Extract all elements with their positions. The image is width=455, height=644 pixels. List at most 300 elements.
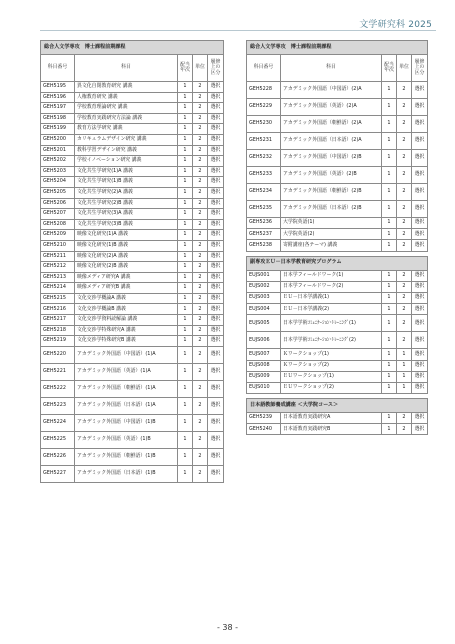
course-name: 映像メディア研究A 講義 — [75, 272, 178, 283]
table-row — [41, 198, 224, 209]
course-name: 文化共生学研究(1)A 講義 — [75, 166, 178, 177]
course-category: 選択 — [207, 293, 223, 304]
course-code: GEH5212 — [41, 262, 75, 273]
course-category: 選択 — [207, 315, 223, 326]
course-credits: 2 — [192, 448, 207, 465]
course-credits: 2 — [396, 167, 411, 184]
table-row — [247, 167, 428, 184]
course-code: GEH5235 — [247, 201, 281, 218]
course-category: 選択 — [411, 360, 427, 371]
table-row — [247, 315, 428, 332]
course-year: 1 — [177, 198, 192, 209]
table-row — [41, 124, 224, 135]
course-code: GEH5238 — [247, 240, 281, 251]
course-name: アカデミック外国語（英語）(1)A — [75, 363, 178, 380]
course-category: 選択 — [411, 82, 427, 99]
course-category: 選択 — [411, 371, 427, 382]
course-year: 1 — [177, 272, 192, 283]
course-code: GEH5221 — [41, 363, 75, 380]
course-credits: 2 — [192, 293, 207, 304]
table-row — [41, 272, 224, 283]
course-year: 1 — [381, 133, 396, 150]
table-row — [247, 218, 428, 229]
course-code: GEH5206 — [41, 198, 75, 209]
course-credits: 2 — [192, 304, 207, 315]
course-credits: 2 — [192, 187, 207, 198]
course-credits: 2 — [396, 315, 411, 332]
course-name: アカデミック外国語（英語）(2)A — [281, 99, 382, 116]
table-row — [41, 380, 224, 397]
course-year: 1 — [177, 465, 192, 482]
col-header-subject: 科目 — [281, 55, 382, 82]
course-credits: 2 — [396, 82, 411, 99]
course-credits: 1 — [396, 349, 411, 360]
table-row — [41, 92, 224, 103]
course-year: 1 — [381, 281, 396, 292]
course-year: 1 — [177, 209, 192, 220]
table-row — [247, 371, 428, 382]
course-name: アカデミック外国語（日本語）(2)B — [281, 201, 382, 218]
course-category: 選択 — [411, 116, 427, 133]
course-category: 選択 — [411, 304, 427, 315]
table-row — [41, 304, 224, 315]
course-code: GEH5202 — [41, 156, 75, 167]
course-category: 選択 — [411, 382, 427, 393]
course-year: 1 — [177, 134, 192, 145]
course-year: 1 — [381, 413, 396, 424]
course-credits: 2 — [192, 346, 207, 363]
course-name: 文化交渉学概論B 講義 — [75, 304, 178, 315]
course-category: 選択 — [411, 99, 427, 116]
course-credits: 2 — [192, 251, 207, 262]
col-header-code: 科目番号 — [247, 55, 281, 82]
course-credits: 2 — [192, 134, 207, 145]
course-category: 選択 — [207, 198, 223, 209]
course-code: GEH5223 — [41, 397, 75, 414]
course-code: GEH5230 — [247, 116, 281, 133]
table-row — [247, 240, 428, 251]
course-category: 選択 — [207, 230, 223, 241]
course-year: 1 — [381, 349, 396, 360]
table-row — [41, 145, 224, 156]
table-row — [41, 209, 224, 220]
course-category: 選択 — [207, 465, 223, 482]
course-category: 選択 — [411, 184, 427, 201]
course-credits: 2 — [192, 465, 207, 482]
course-credits: 2 — [192, 272, 207, 283]
course-year: 1 — [177, 251, 192, 262]
table-row — [247, 116, 428, 133]
course-name: アカデミック外国語（日本語）(1)B — [75, 465, 178, 482]
course-year: 1 — [177, 145, 192, 156]
course-category: 選択 — [207, 124, 223, 135]
course-category: 選択 — [411, 281, 427, 292]
course-year: 1 — [381, 201, 396, 218]
course-category: 選択 — [207, 82, 223, 93]
course-code: GEH5233 — [247, 167, 281, 184]
table-row — [247, 413, 428, 424]
col-header-credits: 単位 — [192, 55, 207, 82]
section-title: 副専攻ＥＵ－日本学教育研究プログラム — [247, 256, 428, 270]
header-divider — [40, 30, 436, 31]
course-name: 日本学フィールドワーク(2) — [281, 281, 382, 292]
course-name: 文化交渉学概論A 講義 — [75, 293, 178, 304]
course-category: 選択 — [411, 424, 427, 435]
course-category: 選択 — [411, 315, 427, 332]
table-row — [247, 424, 428, 435]
course-year: 1 — [177, 380, 192, 397]
course-credits: 2 — [192, 240, 207, 251]
course-year: 1 — [381, 184, 396, 201]
table-row — [247, 349, 428, 360]
course-category: 選択 — [207, 414, 223, 431]
course-year: 1 — [177, 230, 192, 241]
table-row — [247, 133, 428, 150]
course-year: 1 — [177, 124, 192, 135]
table-row — [41, 156, 224, 167]
course-code: GEH5225 — [41, 431, 75, 448]
course-credits: 2 — [192, 166, 207, 177]
course-year: 1 — [177, 219, 192, 230]
course-code: GEH5204 — [41, 177, 75, 188]
course-credits: 2 — [192, 209, 207, 220]
course-name: 人権教育研究 講義 — [75, 92, 178, 103]
course-year: 1 — [381, 371, 396, 382]
table-row — [41, 431, 224, 448]
course-credits: 2 — [396, 281, 411, 292]
course-name: 文化交渉学特殊研究B 講義 — [75, 336, 178, 347]
course-code: EUJS005 — [247, 315, 281, 332]
course-credits: 2 — [192, 431, 207, 448]
table-row — [247, 332, 428, 349]
course-category: 選択 — [207, 103, 223, 114]
course-category: 選択 — [207, 187, 223, 198]
table-row — [41, 448, 224, 465]
course-name: ＥＵワークショップ(1) — [281, 371, 382, 382]
course-credits: 2 — [396, 304, 411, 315]
course-year: 1 — [381, 82, 396, 99]
course-name: ＥＵ－日本学講義(1) — [281, 292, 382, 303]
table-row — [41, 219, 224, 230]
course-credits: 2 — [192, 177, 207, 188]
course-year: 1 — [381, 270, 396, 281]
course-code: GEH5234 — [247, 184, 281, 201]
course-credits: 2 — [192, 103, 207, 114]
right-course-table — [246, 40, 428, 435]
course-year: 1 — [381, 240, 396, 251]
course-year: 1 — [177, 92, 192, 103]
course-year: 1 — [381, 218, 396, 229]
course-name: ＥＵワークショップ(2) — [281, 382, 382, 393]
table-row — [41, 315, 224, 326]
course-code: GEH5209 — [41, 230, 75, 241]
table-row — [41, 113, 224, 124]
course-credits: 2 — [192, 336, 207, 347]
section-row — [247, 399, 428, 413]
course-credits: 2 — [192, 156, 207, 167]
course-code: GEH5231 — [247, 133, 281, 150]
course-category: 選択 — [411, 150, 427, 167]
course-credits: 2 — [192, 198, 207, 209]
course-code: GEH5198 — [41, 113, 75, 124]
course-category: 選択 — [207, 272, 223, 283]
course-category: 選択 — [207, 145, 223, 156]
course-credits: 2 — [192, 380, 207, 397]
course-year: 1 — [177, 262, 192, 273]
course-year: 1 — [177, 325, 192, 336]
course-code: GEH5227 — [41, 465, 75, 482]
course-code: GEH5224 — [41, 414, 75, 431]
course-code: GEH5240 — [247, 424, 281, 435]
course-name: アカデミック外国語（英語）(2)B — [281, 167, 382, 184]
course-code: EUJS006 — [247, 332, 281, 349]
course-name: アカデミック外国語（中国語）(2)A — [281, 82, 382, 99]
course-category: 選択 — [411, 240, 427, 251]
course-category: 選択 — [207, 251, 223, 262]
table-row — [41, 187, 224, 198]
course-credits: 2 — [396, 229, 411, 240]
table-row — [247, 99, 428, 116]
course-code: GEH5211 — [41, 251, 75, 262]
course-category: 選択 — [411, 167, 427, 184]
table-row — [41, 103, 224, 114]
course-name: アカデミック外国語（朝鮮語）(2)A — [281, 116, 382, 133]
course-name: 日本学学術ｺﾐｭﾆｹｰｼｮﾝ･ﾄﾚｰﾆﾝｸﾞ(2) — [281, 332, 382, 349]
course-category: 選択 — [207, 431, 223, 448]
table-row — [247, 304, 428, 315]
course-code: EUJS007 — [247, 349, 281, 360]
course-credits: 2 — [396, 150, 411, 167]
table-row — [41, 230, 224, 241]
course-category: 選択 — [207, 283, 223, 294]
header-title: 文学研究科 2025 — [359, 20, 432, 30]
course-year: 1 — [381, 315, 396, 332]
course-year: 1 — [177, 363, 192, 380]
course-category: 選択 — [207, 397, 223, 414]
course-year: 1 — [381, 292, 396, 303]
course-credits: 2 — [192, 397, 207, 414]
course-credits: 2 — [396, 332, 411, 349]
course-name: 映像文化研究(2)B 講義 — [75, 262, 178, 273]
table-row — [41, 397, 224, 414]
course-code: GEH5200 — [41, 134, 75, 145]
course-year: 1 — [177, 448, 192, 465]
course-credits: 2 — [192, 145, 207, 156]
course-code: EUJS004 — [247, 304, 281, 315]
course-credits: 2 — [396, 218, 411, 229]
course-category: 選択 — [207, 134, 223, 145]
course-name: カリキュラムデザイン研究 講義 — [75, 134, 178, 145]
course-name: 教育方法学研究 講義 — [75, 124, 178, 135]
course-category: 選択 — [411, 133, 427, 150]
course-code: GEH5226 — [41, 448, 75, 465]
course-name: 文化交渉学特殊研究A 講義 — [75, 325, 178, 336]
course-category: 選択 — [411, 270, 427, 281]
course-code: GEH5205 — [41, 187, 75, 198]
course-year: 1 — [381, 360, 396, 371]
table-row — [41, 346, 224, 363]
course-code: EUJS009 — [247, 371, 281, 382]
table-row — [41, 177, 224, 188]
col-header-year: 配当年次 — [381, 55, 396, 82]
table-row — [41, 465, 224, 482]
course-category: 選択 — [207, 113, 223, 124]
course-year: 1 — [381, 332, 396, 349]
course-category: 選択 — [411, 229, 427, 240]
course-credits: 2 — [396, 270, 411, 281]
course-code: GEH5228 — [247, 82, 281, 99]
course-code: GEH5210 — [41, 240, 75, 251]
course-credits: 2 — [396, 413, 411, 424]
course-year: 1 — [177, 414, 192, 431]
section-title: 日本語教師養成講座 ＜大学院コース＞ — [247, 399, 428, 413]
course-category: 選択 — [411, 349, 427, 360]
course-category: 選択 — [411, 332, 427, 349]
course-credits: 2 — [396, 292, 411, 303]
course-code: GEH5222 — [41, 380, 75, 397]
course-code: GEH5213 — [41, 272, 75, 283]
course-credits: 2 — [192, 124, 207, 135]
course-code: GEH5214 — [41, 283, 75, 294]
course-category: 選択 — [207, 156, 223, 167]
course-credits: 2 — [192, 325, 207, 336]
course-category: 選択 — [207, 219, 223, 230]
table-row — [41, 283, 224, 294]
course-year: 1 — [177, 103, 192, 114]
course-code: EUJS003 — [247, 292, 281, 303]
table-row — [41, 414, 224, 431]
table-row — [247, 229, 428, 240]
table-row — [41, 325, 224, 336]
course-year: 1 — [177, 346, 192, 363]
course-category: 選択 — [411, 201, 427, 218]
course-code: GEH5203 — [41, 166, 75, 177]
table-row — [41, 134, 224, 145]
course-category: 選択 — [207, 92, 223, 103]
course-year: 1 — [177, 336, 192, 347]
course-year: 1 — [177, 166, 192, 177]
course-year: 1 — [381, 424, 396, 435]
course-code: GEH5236 — [247, 218, 281, 229]
course-code: GEH5229 — [247, 99, 281, 116]
course-category: 選択 — [207, 209, 223, 220]
course-year: 1 — [381, 99, 396, 116]
table-row — [41, 336, 224, 347]
course-year: 1 — [381, 382, 396, 393]
table-row — [41, 251, 224, 262]
course-year: 1 — [381, 229, 396, 240]
course-credits: 2 — [192, 414, 207, 431]
table-row — [41, 166, 224, 177]
course-credits: 2 — [396, 201, 411, 218]
course-code: EUJS001 — [247, 270, 281, 281]
course-year: 1 — [177, 113, 192, 124]
course-code: EUJS008 — [247, 360, 281, 371]
col-header-code: 科目番号 — [41, 55, 75, 82]
course-credits: 2 — [192, 283, 207, 294]
course-credits: 2 — [192, 363, 207, 380]
course-year: 1 — [177, 156, 192, 167]
course-code: GEH5220 — [41, 346, 75, 363]
course-code: GEH5197 — [41, 103, 75, 114]
course-category: 選択 — [207, 240, 223, 251]
course-name: 映像メディア研究B 講義 — [75, 283, 178, 294]
course-name: 文化共生学研究(2)A 講義 — [75, 187, 178, 198]
course-name: Ｋワークショップ(1) — [281, 349, 382, 360]
course-code: EUJS002 — [247, 281, 281, 292]
table-row — [41, 293, 224, 304]
course-name: 文化交渉学資料読解論 講義 — [75, 315, 178, 326]
course-credits: 1 — [396, 371, 411, 382]
course-name: アカデミック外国語（朝鮮語）(1)A — [75, 380, 178, 397]
course-name: 文化共生学研究(3)B 講義 — [75, 219, 178, 230]
col-header-category: 履修上の区分 — [207, 55, 223, 82]
course-credits: 2 — [396, 184, 411, 201]
course-year: 1 — [177, 293, 192, 304]
course-name: 大学院英語(1) — [281, 218, 382, 229]
course-name: アカデミック外国語（中国語）(1)B — [75, 414, 178, 431]
table-row — [247, 270, 428, 281]
course-category: 選択 — [207, 304, 223, 315]
course-code: GEH5201 — [41, 145, 75, 156]
course-name: アカデミック外国語（日本語）(2)A — [281, 133, 382, 150]
col-header-subject: 科目 — [75, 55, 178, 82]
course-credits: 1 — [396, 360, 411, 371]
course-year: 1 — [177, 240, 192, 251]
course-name: 日本学学術ｺﾐｭﾆｹｰｼｮﾝ･ﾄﾚｰﾆﾝｸﾞ(1) — [281, 315, 382, 332]
course-category: 選択 — [411, 292, 427, 303]
course-year: 1 — [381, 116, 396, 133]
page-number: - 38 - — [216, 623, 239, 632]
course-name: アカデミック外国語（中国語）(1)A — [75, 346, 178, 363]
course-year: 1 — [177, 283, 192, 294]
course-credits: 2 — [396, 133, 411, 150]
course-category: 選択 — [207, 262, 223, 273]
course-name: 文化共生学研究(3)A 講義 — [75, 209, 178, 220]
course-code: EUJS010 — [247, 382, 281, 393]
course-category: 選択 — [207, 177, 223, 188]
table-row — [247, 201, 428, 218]
course-name: 日本学フィールドワーク(1) — [281, 270, 382, 281]
course-code: GEH5239 — [247, 413, 281, 424]
course-category: 選択 — [411, 218, 427, 229]
table-row — [41, 363, 224, 380]
course-credits: 2 — [396, 424, 411, 435]
course-credits: 2 — [396, 240, 411, 251]
table-row — [247, 184, 428, 201]
left-course-table — [40, 40, 224, 483]
table-row — [41, 240, 224, 251]
course-code: GEH5215 — [41, 293, 75, 304]
table-row — [41, 262, 224, 273]
course-name: アカデミック外国語（日本語）(1)A — [75, 397, 178, 414]
table-row — [247, 360, 428, 371]
table-row — [247, 281, 428, 292]
course-year: 1 — [177, 431, 192, 448]
course-name: アカデミック外国語（英語）(1)B — [75, 431, 178, 448]
course-credits: 2 — [192, 82, 207, 93]
course-category: 選択 — [411, 413, 427, 424]
course-name: ＥＵ－日本学講義(2) — [281, 304, 382, 315]
table-row — [247, 382, 428, 393]
course-name: アカデミック外国語（朝鮮語）(2)B — [281, 184, 382, 201]
course-code: GEH5237 — [247, 229, 281, 240]
course-year: 1 — [177, 315, 192, 326]
course-category: 選択 — [207, 325, 223, 336]
course-credits: 2 — [192, 262, 207, 273]
course-year: 1 — [381, 304, 396, 315]
course-category: 選択 — [207, 166, 223, 177]
